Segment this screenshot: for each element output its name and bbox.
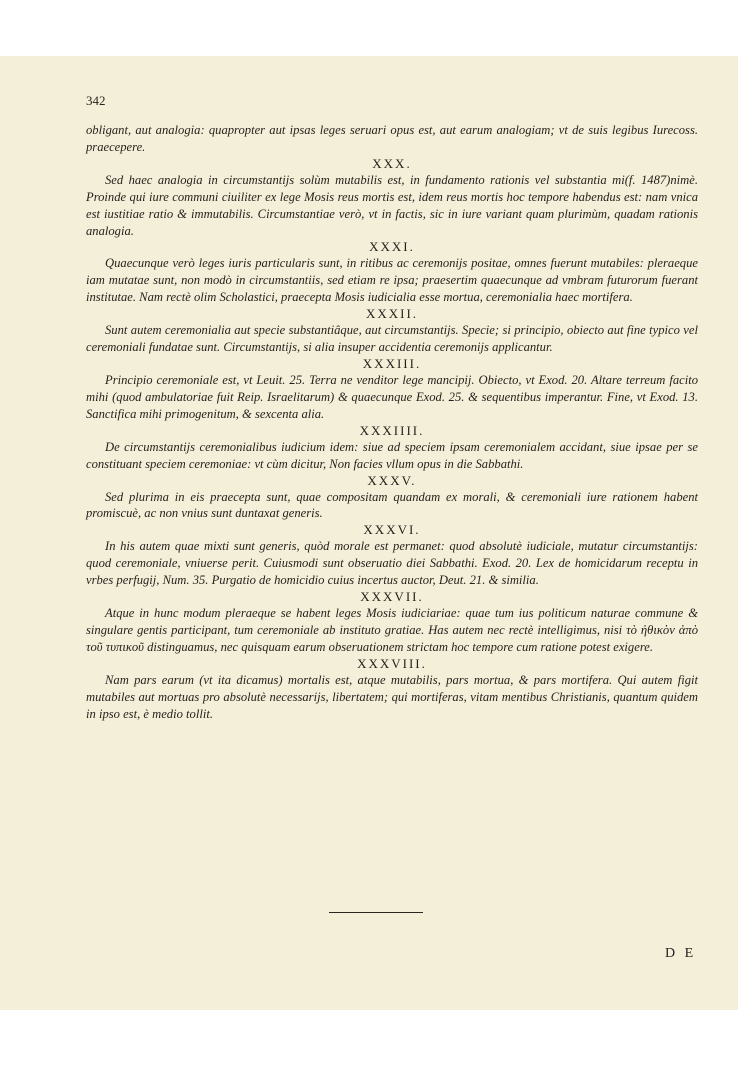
body-text	[86, 122, 698, 722]
section-heading-xxxv: XXXV.	[367, 472, 417, 488]
paragraph-xxxi: Quaecunque verò leges iuris particularis sunt, in ritibus ac ceremonijs positae, omnes fuerunt mutabiles: pleraeque iam mutatae sunt, non modò in circumstantiis, sed etiam re ipsa; praesertim quaecunque ad vmbram futurorum fuerant institutae. Nam rectè olim Scholastici, praecepta Mosis iudicialia esse mortua, ceremonialia haec mortifera.	[86, 256, 698, 305]
page-number: 342	[86, 93, 106, 108]
paragraph-continuation: obligant, aut analogia: quapropter aut ipsas leges seruari opus est, aut earum analogiam; vt de suis legibus Iurecoss. praecepere.	[86, 123, 698, 154]
section-heading-xxx: XXX.	[372, 155, 412, 171]
paragraph-xxxiiii: De circumstantijs ceremonialibus iudicium idem: siue ad speciem ipsam ceremonialem accidant, siue ipsae per se constituant speciem ceremoniae: vt cùm dicitur, Non facies vllum opus in die Sabbathi.	[86, 439, 698, 471]
section-heading-xxxiii: XXXIII.	[362, 355, 422, 371]
paragraph-xxxvii: Atque in hunc modum pleraeque se habent leges Mosis iudiciariae: quae tum ius politicum naturae commune & singulare gentis participant, tum ceremoniale ab instituto gratiae. Has autem nec rectè intelligimus, nisi τὸ ἠθικὸν ἀπὸ τοῦ τυπικοῦ distinguamus, nec quisquam earum obseruationem strictam hoc tempore cum ratione potest exigere.	[86, 606, 698, 654]
paragraph-xxx: Sed haec analogia in circumstantijs solùm mutabilis est, in fundamento rationis vel substantia mi(f. 1487)nimè. Proinde qui iure communi ciuiliter ex lege Mosis reus mortis est, idem reus mortis hoc tempore habendus est: nam vnica est iustitiae ratio & immutabilis. Circumstantiae verò, vt in factis, sic in iure variant quam plurimùm, quadam rationis analogia.	[86, 172, 698, 238]
paragraph-xxxv: Sed plurima in eis praecepta sunt, quae compositam quandam ex morali, & ceremoniali iure rationem habent promiscuè, ac non vnius sunt duntaxat generis.	[86, 489, 698, 521]
paragraph-xxxii: Sunt autem ceremonialia aut specie substantiâque, aut circumstantijs. Specie; si principio, obiecto aut fine typico vel ceremoniali fundatae sunt. Circumstantijs, si alia insuper accidentia ceremonijs applicantur.	[86, 323, 698, 355]
paragraph-xxxviii: Nam pars earum (vt ita dicamus) mortalis est, atque mutabilis, pars mortua, & pars mortifera. Qui autem figit mutabiles aut mortuas pro absolutè necessarijs, libertatem; qui mortiferas, vitam mentibus Christianis, quantum quidem in ipso est, è medio tollit.	[86, 672, 698, 721]
section-heading-xxxiiii: XXXIIII.	[359, 422, 425, 438]
section-heading-xxxi: XXXI.	[369, 239, 415, 255]
book-page	[0, 56, 738, 1010]
section-heading-xxxvi: XXXVI.	[363, 522, 421, 538]
section-heading-xxxviii: XXXVIII.	[357, 655, 427, 671]
catchword: D E	[665, 946, 697, 961]
paragraph-xxxiii: Principio ceremoniale est, vt Leuit. 25. Terra ne venditor lege mancipij. Obiecto, vt Exod. 20. Altare terreum facito mihi (quod ambulatoriae fuit Reip. Israelitarum) & quaecunque Exod. 25. & sequentibus imperantur. Fine, vt Exod. 13. Sanctifica mihi primogenitum, & sexcenta alia.	[86, 372, 698, 421]
paragraph-xxxvi: In his autem quae mixti sunt generis, quòd morale est permanet: quod absolutè iudiciale, mutatur circumstantijs: quod ceremoniale, vniuerse perit. Cuiusmodi sunt obseruatio diei Sabbathi. Exod. 20. Lex de homicidarum receptu in vrbes perfugij, Num. 35. Purgatio de homicidio cuius incertus auctor, Deut. 21. & similia.	[86, 539, 698, 588]
closing-rule	[329, 912, 423, 913]
section-heading-xxxii: XXXII.	[365, 306, 419, 322]
section-heading-xxxvii: XXXVII.	[360, 589, 424, 605]
